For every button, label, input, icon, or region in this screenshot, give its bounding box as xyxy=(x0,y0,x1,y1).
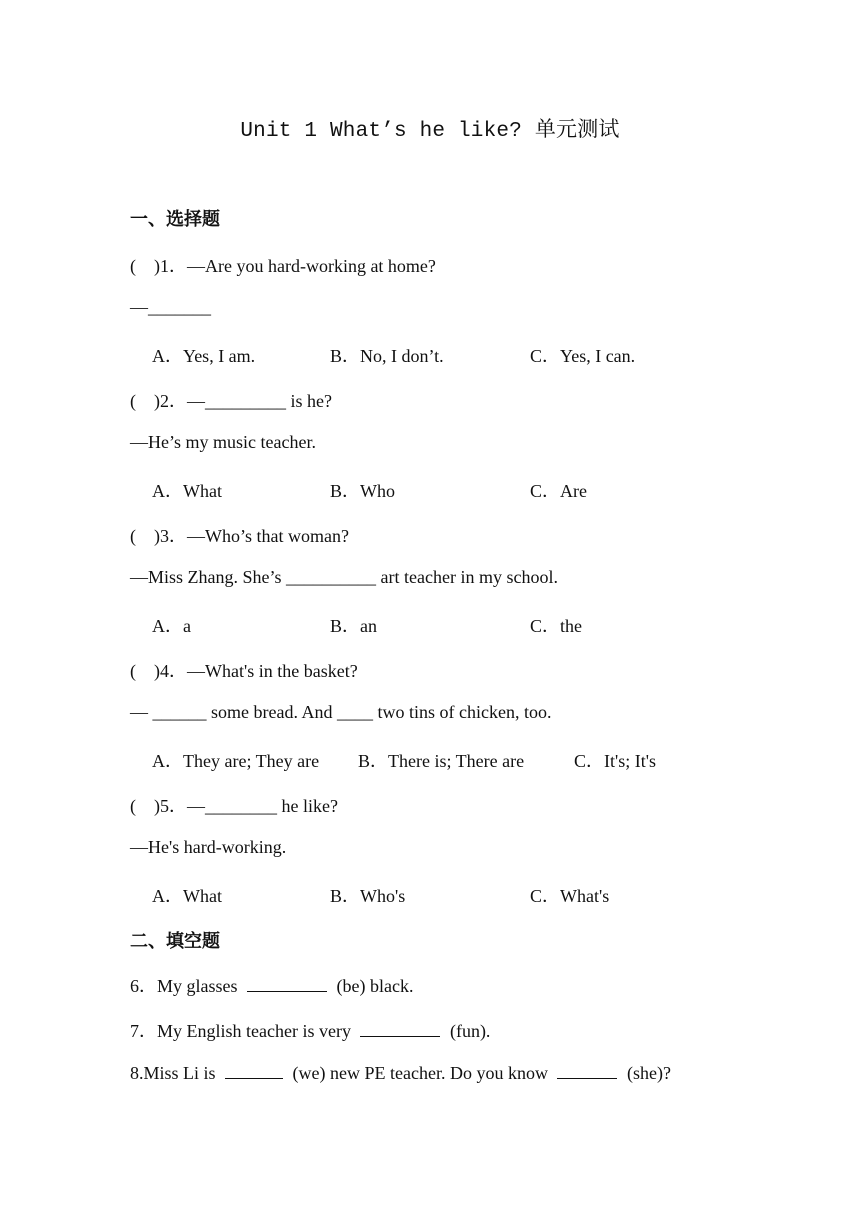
item-hint: (fun). xyxy=(445,1021,491,1041)
question-5-options xyxy=(152,882,772,906)
fill-item-8 xyxy=(130,1062,671,1084)
question-3-reply: —Miss Zhang. She’s __________ art teacher in my school. xyxy=(130,567,558,587)
section-heading-choice: 一、选择题 xyxy=(130,209,220,230)
option-b: B．Who xyxy=(330,481,395,501)
item-number: 6． xyxy=(130,976,157,996)
fill-item-7 xyxy=(130,1017,490,1043)
question-4-stem: ( )4．—What's in the basket? xyxy=(130,661,358,681)
question-1-stem: ( )1．—Are you hard-working at home? xyxy=(130,256,436,276)
item-text: My glasses xyxy=(157,976,242,996)
item-text: My English teacher is very xyxy=(157,1021,356,1041)
question-5-stem: ( )5．—________ he like? xyxy=(130,796,338,816)
option-c: C．the xyxy=(530,616,582,636)
answer-blank[interactable] xyxy=(360,1020,440,1037)
option-b: B．an xyxy=(330,616,377,636)
question-2-reply: —He’s my music teacher. xyxy=(130,432,316,452)
option-b: B．No, I don’t. xyxy=(330,346,444,366)
answer-blank[interactable] xyxy=(247,975,327,992)
question-3-options xyxy=(152,612,772,636)
question-4-reply: — ______ some bread. And ____ two tins of chicken, too. xyxy=(130,702,552,722)
item-mid-text: (we) new PE teacher. Do you know xyxy=(288,1063,553,1083)
item-number: 7． xyxy=(130,1021,157,1041)
fill-item-6 xyxy=(130,972,413,998)
item-hint: (be) black. xyxy=(332,976,414,996)
option-c: C．It's; It's xyxy=(574,751,656,771)
option-a: A．They are; They are xyxy=(152,751,320,771)
option-a: A．What xyxy=(152,481,222,501)
item-text: Miss Li is xyxy=(143,1063,221,1083)
question-4-options xyxy=(152,747,772,771)
option-c: C．Are xyxy=(530,481,587,501)
option-a: A．Yes, I am. xyxy=(152,346,256,366)
question-1-options xyxy=(152,342,772,366)
question-2-options xyxy=(152,477,772,501)
question-3-stem: ( )3．—Who’s that woman? xyxy=(130,526,349,546)
option-c: C．What's xyxy=(530,886,610,906)
answer-blank-1[interactable] xyxy=(225,1062,283,1079)
answer-blank-2[interactable] xyxy=(557,1062,617,1079)
option-b: B．There is; There are xyxy=(358,751,525,771)
option-c: C．Yes, I can. xyxy=(530,346,636,366)
page-title: Unit 1 What’s he like? 单元测试 xyxy=(240,120,620,143)
question-1-reply: —_______ xyxy=(130,297,211,317)
item-hint: (she)? xyxy=(622,1063,671,1083)
option-a: A．What xyxy=(152,886,222,906)
option-b: B．Who's xyxy=(330,886,406,906)
question-2-stem: ( )2．—_________ is he? xyxy=(130,391,332,411)
section-heading-fill: 二、填空题 xyxy=(130,931,220,952)
item-number: 8. xyxy=(130,1063,144,1083)
question-5-reply: —He's hard-working. xyxy=(130,837,287,857)
option-a: A．a xyxy=(152,616,191,636)
